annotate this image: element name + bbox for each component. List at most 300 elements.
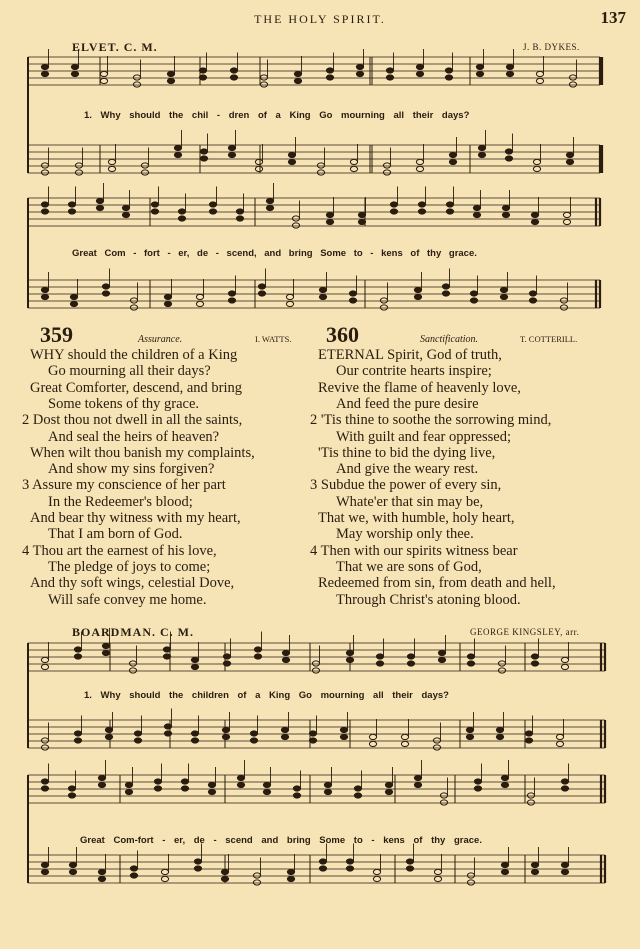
- note-head: [260, 82, 267, 87]
- note-head: [317, 163, 324, 168]
- note-head: [98, 775, 105, 780]
- note-head: [563, 212, 570, 217]
- note-head: [340, 727, 347, 732]
- note-head: [561, 664, 568, 669]
- note-head: [354, 793, 361, 798]
- note-head: [498, 661, 505, 666]
- verse-line: When wilt thou banish my complaints,: [30, 444, 255, 461]
- note-head: [228, 291, 235, 296]
- note-head: [258, 291, 265, 296]
- note-head: [501, 862, 508, 867]
- verse-line: Some tokens of thy grace.: [48, 395, 200, 412]
- hymn-title: Assurance.: [138, 334, 183, 345]
- note-head: [196, 301, 203, 306]
- verse-line: With guilt and fear oppressed;: [336, 428, 511, 445]
- note-head: [467, 873, 474, 878]
- note-head: [228, 298, 235, 303]
- note-head: [199, 75, 206, 80]
- note-head: [414, 775, 421, 780]
- note-head: [466, 734, 473, 739]
- note-head: [221, 876, 228, 881]
- note-head: [70, 301, 77, 306]
- note-head: [376, 661, 383, 666]
- note-head: [41, 294, 48, 299]
- note-head: [536, 78, 543, 83]
- note-head: [440, 793, 447, 798]
- hymn-number: 359: [40, 322, 73, 347]
- note-head: [478, 145, 485, 150]
- note-head: [266, 198, 273, 203]
- note-head: [385, 782, 392, 787]
- note-head: [561, 779, 568, 784]
- note-head: [292, 216, 299, 221]
- note-head: [407, 661, 414, 666]
- note-head: [41, 163, 48, 168]
- note-head: [474, 779, 481, 784]
- note-head: [531, 212, 538, 217]
- note-head: [281, 727, 288, 732]
- note-head: [438, 657, 445, 662]
- note-head: [75, 170, 82, 175]
- note-head: [100, 78, 107, 83]
- note-head: [569, 75, 576, 80]
- verse-line: 2 Dost thou not dwell in all the saints,: [22, 412, 243, 429]
- note-head: [266, 205, 273, 210]
- note-head: [527, 793, 534, 798]
- verse-line: 2 'Tis thine to soothe the sorrowing mind,: [310, 412, 552, 429]
- note-head: [346, 657, 353, 662]
- note-head: [68, 786, 75, 791]
- note-head: [433, 745, 440, 750]
- note-head: [41, 71, 48, 76]
- note-head: [74, 731, 81, 736]
- note-head: [288, 159, 295, 164]
- note-head: [309, 731, 316, 736]
- note-head: [134, 731, 141, 736]
- note-head: [467, 880, 474, 885]
- note-head: [181, 786, 188, 791]
- note-head: [102, 643, 109, 648]
- note-head: [346, 859, 353, 864]
- note-head: [358, 212, 365, 217]
- note-head: [536, 71, 543, 76]
- note-head: [98, 876, 105, 881]
- note-head: [194, 859, 201, 864]
- note-head: [401, 734, 408, 739]
- note-head: [282, 657, 289, 662]
- note-head: [500, 294, 507, 299]
- note-head: [324, 789, 331, 794]
- note-head: [326, 68, 333, 73]
- note-head: [74, 647, 81, 652]
- note-head: [222, 734, 229, 739]
- note-head: [406, 859, 413, 864]
- note-head: [130, 298, 137, 303]
- note-head: [164, 724, 171, 729]
- note-head: [476, 71, 483, 76]
- note-head: [383, 170, 390, 175]
- note-head: [200, 156, 207, 161]
- note-head: [414, 287, 421, 292]
- note-head: [506, 64, 513, 69]
- note-head: [349, 291, 356, 296]
- note-head: [221, 869, 228, 874]
- note-head: [71, 64, 78, 69]
- note-head: [496, 734, 503, 739]
- note-head: [319, 866, 326, 871]
- tune-composer: J. B. DYKES.: [523, 42, 580, 52]
- note-head: [41, 738, 48, 743]
- note-head: [319, 859, 326, 864]
- note-head: [319, 294, 326, 299]
- note-head: [191, 731, 198, 736]
- note-head: [102, 284, 109, 289]
- note-head: [163, 654, 170, 659]
- note-head: [293, 793, 300, 798]
- note-head: [263, 789, 270, 794]
- note-head: [108, 159, 115, 164]
- note-head: [380, 305, 387, 310]
- note-head: [326, 212, 333, 217]
- note-head: [96, 205, 103, 210]
- note-head: [533, 159, 540, 164]
- note-head: [356, 64, 363, 69]
- verse-line: And thy soft wings, celestial Dove,: [30, 575, 235, 592]
- note-head: [178, 209, 185, 214]
- note-head: [438, 650, 445, 655]
- note-head: [122, 212, 129, 217]
- note-head: [263, 782, 270, 787]
- note-head: [288, 152, 295, 157]
- note-head: [529, 291, 536, 296]
- note-head: [100, 71, 107, 76]
- note-head: [496, 727, 503, 732]
- note-head: [191, 664, 198, 669]
- note-head: [292, 223, 299, 228]
- note-head: [102, 291, 109, 296]
- page-number: 137: [600, 8, 626, 27]
- note-head: [223, 661, 230, 666]
- note-head: [433, 738, 440, 743]
- verse-line: The pledge of joys to come;: [48, 558, 211, 575]
- note-head: [312, 661, 319, 666]
- note-head: [41, 202, 48, 207]
- note-head: [286, 294, 293, 299]
- note-head: [569, 82, 576, 87]
- note-head: [293, 786, 300, 791]
- note-head: [531, 654, 538, 659]
- note-head: [68, 202, 75, 207]
- note-head: [470, 298, 477, 303]
- note-head: [237, 775, 244, 780]
- note-head: [41, 64, 48, 69]
- note-head: [209, 209, 216, 214]
- note-head: [340, 734, 347, 739]
- verse-line: Redeemed from sin, from death and hell,: [318, 575, 556, 592]
- note-head: [505, 149, 512, 154]
- note-head: [68, 209, 75, 214]
- note-head: [350, 159, 357, 164]
- note-head: [130, 873, 137, 878]
- note-head: [346, 650, 353, 655]
- note-head: [473, 212, 480, 217]
- note-head: [68, 793, 75, 798]
- verse-line: That we, with humble, holy heart,: [318, 510, 515, 526]
- note-head: [529, 298, 536, 303]
- note-head: [373, 869, 380, 874]
- note-head: [133, 75, 140, 80]
- note-head: [326, 75, 333, 80]
- note-head: [346, 866, 353, 871]
- note-head: [445, 75, 452, 80]
- note-head: [258, 284, 265, 289]
- note-head: [134, 738, 141, 743]
- note-head: [386, 75, 393, 80]
- note-head: [71, 71, 78, 76]
- note-head: [501, 775, 508, 780]
- note-head: [566, 159, 573, 164]
- note-head: [478, 152, 485, 157]
- tune-name: ELVET. C. M.: [72, 40, 158, 54]
- note-head: [502, 212, 509, 217]
- note-head: [161, 869, 168, 874]
- hymn-author: I. WATTS.: [255, 334, 292, 344]
- verse-line: ETERNAL Spirit, God of truth,: [318, 347, 502, 363]
- note-head: [151, 209, 158, 214]
- note-head: [531, 869, 538, 874]
- note-head: [294, 78, 301, 83]
- note-head: [442, 291, 449, 296]
- note-head: [237, 782, 244, 787]
- verse-line: Go mourning all their days?: [48, 363, 211, 380]
- note-head: [151, 202, 158, 207]
- note-head: [41, 745, 48, 750]
- note-head: [253, 873, 260, 878]
- note-head: [434, 869, 441, 874]
- note-head: [563, 219, 570, 224]
- note-head: [41, 287, 48, 292]
- note-head: [223, 654, 230, 659]
- note-head: [255, 159, 262, 164]
- verse-line: May worship only thee.: [336, 526, 474, 543]
- note-head: [250, 738, 257, 743]
- verse-line: Great Comforter, descend, and bring: [30, 379, 243, 396]
- note-head: [167, 78, 174, 83]
- note-head: [407, 654, 414, 659]
- note-head: [390, 202, 397, 207]
- verse-line: Revive the flame of heavenly love,: [318, 379, 521, 396]
- note-head: [442, 284, 449, 289]
- verse-line: That I am born of God.: [48, 526, 183, 543]
- note-head: [354, 786, 361, 791]
- verse-line: In the Redeemer's blood;: [48, 493, 193, 510]
- note-head: [533, 166, 540, 171]
- note-head: [446, 209, 453, 214]
- note-head: [527, 800, 534, 805]
- note-head: [349, 298, 356, 303]
- note-head: [129, 661, 136, 666]
- note-head: [350, 166, 357, 171]
- hymn-title: Sanctification.: [420, 334, 479, 345]
- verse-line: And give the weary rest.: [336, 461, 479, 478]
- note-head: [467, 661, 474, 666]
- note-head: [130, 305, 137, 310]
- note-head: [500, 287, 507, 292]
- note-head: [390, 209, 397, 214]
- note-head: [560, 305, 567, 310]
- note-head: [41, 779, 48, 784]
- verse-line: Whate'er that sin may be,: [336, 493, 484, 510]
- note-head: [129, 668, 136, 673]
- note-head: [287, 869, 294, 874]
- note-head: [281, 734, 288, 739]
- note-head: [561, 862, 568, 867]
- note-head: [531, 862, 538, 867]
- note-head: [69, 869, 76, 874]
- note-head: [154, 779, 161, 784]
- note-head: [108, 166, 115, 171]
- note-head: [449, 159, 456, 164]
- note-head: [556, 734, 563, 739]
- verse-line: That we are sons of God,: [336, 558, 482, 575]
- note-head: [105, 734, 112, 739]
- note-head: [98, 869, 105, 874]
- note-head: [319, 287, 326, 292]
- tune-name: BOARDMAN. C. M.: [72, 625, 194, 639]
- note-head: [502, 205, 509, 210]
- note-head: [369, 734, 376, 739]
- note-head: [174, 145, 181, 150]
- note-head: [130, 866, 137, 871]
- note-head: [406, 866, 413, 871]
- note-head: [199, 68, 206, 73]
- verse-line: 4 Thou art the earnest of his love,: [22, 542, 217, 559]
- note-head: [141, 163, 148, 168]
- verse-line: And seal the heirs of heaven?: [48, 428, 220, 445]
- verse-line: And bear thy witness with my heart,: [30, 510, 241, 526]
- note-head: [75, 163, 82, 168]
- note-head: [194, 866, 201, 871]
- note-head: [41, 869, 48, 874]
- hymn-number: 360: [326, 322, 359, 347]
- verse-line: 'Tis thine to bid the dying live,: [318, 444, 496, 461]
- note-head: [556, 741, 563, 746]
- note-head: [178, 216, 185, 221]
- note-head: [376, 654, 383, 659]
- note-head: [369, 741, 376, 746]
- note-head: [102, 650, 109, 655]
- note-head: [373, 876, 380, 881]
- note-head: [287, 876, 294, 881]
- note-head: [531, 219, 538, 224]
- note-head: [41, 170, 48, 175]
- note-head: [174, 152, 181, 157]
- note-head: [254, 654, 261, 659]
- verse-line: And feed the pure desire: [336, 395, 479, 412]
- note-head: [446, 202, 453, 207]
- note-head: [255, 166, 262, 171]
- note-head: [531, 661, 538, 666]
- note-head: [236, 209, 243, 214]
- note-head: [41, 862, 48, 867]
- note-head: [41, 657, 48, 662]
- note-head: [161, 876, 168, 881]
- note-head: [506, 71, 513, 76]
- note-head: [312, 668, 319, 673]
- note-head: [525, 731, 532, 736]
- note-head: [416, 64, 423, 69]
- section-title: THE HOLY SPIRIT.: [254, 12, 386, 26]
- note-head: [434, 876, 441, 881]
- note-head: [418, 209, 425, 214]
- note-head: [401, 741, 408, 746]
- note-head: [200, 149, 207, 154]
- lyric-line: 1. Why should the chil - dren of a King Go mourning all their days?: [84, 110, 470, 121]
- note-head: [41, 209, 48, 214]
- note-head: [466, 727, 473, 732]
- verse-line: 4 Then with our spirits witness bear: [310, 542, 518, 559]
- note-head: [167, 71, 174, 76]
- note-head: [154, 786, 161, 791]
- note-head: [561, 657, 568, 662]
- note-head: [470, 291, 477, 296]
- note-head: [416, 71, 423, 76]
- note-head: [474, 786, 481, 791]
- note-head: [125, 789, 132, 794]
- verse-line: 3 Subdue the power of every sin,: [310, 477, 502, 494]
- note-head: [326, 219, 333, 224]
- note-head: [358, 219, 365, 224]
- note-head: [230, 75, 237, 80]
- note-head: [561, 869, 568, 874]
- verse-line: 3 Assure my conscience of her part: [22, 477, 226, 494]
- note-head: [309, 738, 316, 743]
- note-head: [505, 156, 512, 161]
- note-head: [98, 782, 105, 787]
- note-head: [418, 202, 425, 207]
- note-head: [181, 779, 188, 784]
- note-head: [208, 789, 215, 794]
- hymn-author: T. COTTERILL.: [520, 334, 578, 344]
- note-head: [41, 786, 48, 791]
- note-head: [282, 650, 289, 655]
- note-head: [414, 782, 421, 787]
- note-head: [560, 298, 567, 303]
- note-head: [566, 152, 573, 157]
- verse-line: WHY should the children of a King: [30, 347, 238, 363]
- note-head: [141, 170, 148, 175]
- lyric-line: Great Com-fort - er, de - scend and bring Some to - kens of thy grace.: [80, 835, 482, 846]
- note-head: [525, 738, 532, 743]
- note-head: [317, 170, 324, 175]
- note-head: [561, 786, 568, 791]
- note-head: [414, 294, 421, 299]
- note-head: [260, 75, 267, 80]
- verse-line: Will safe convey me home.: [48, 591, 207, 608]
- note-head: [74, 654, 81, 659]
- lyric-line: Great Com - fort - er, de - scend, and bring Some to - kens of thy grace.: [72, 248, 477, 259]
- note-head: [164, 301, 171, 306]
- note-head: [133, 82, 140, 87]
- note-head: [473, 205, 480, 210]
- note-head: [208, 782, 215, 787]
- note-head: [449, 152, 456, 157]
- note-head: [228, 145, 235, 150]
- verse-line: Our contrite hearts inspire;: [336, 363, 492, 380]
- note-head: [122, 205, 129, 210]
- note-head: [385, 789, 392, 794]
- note-head: [105, 727, 112, 732]
